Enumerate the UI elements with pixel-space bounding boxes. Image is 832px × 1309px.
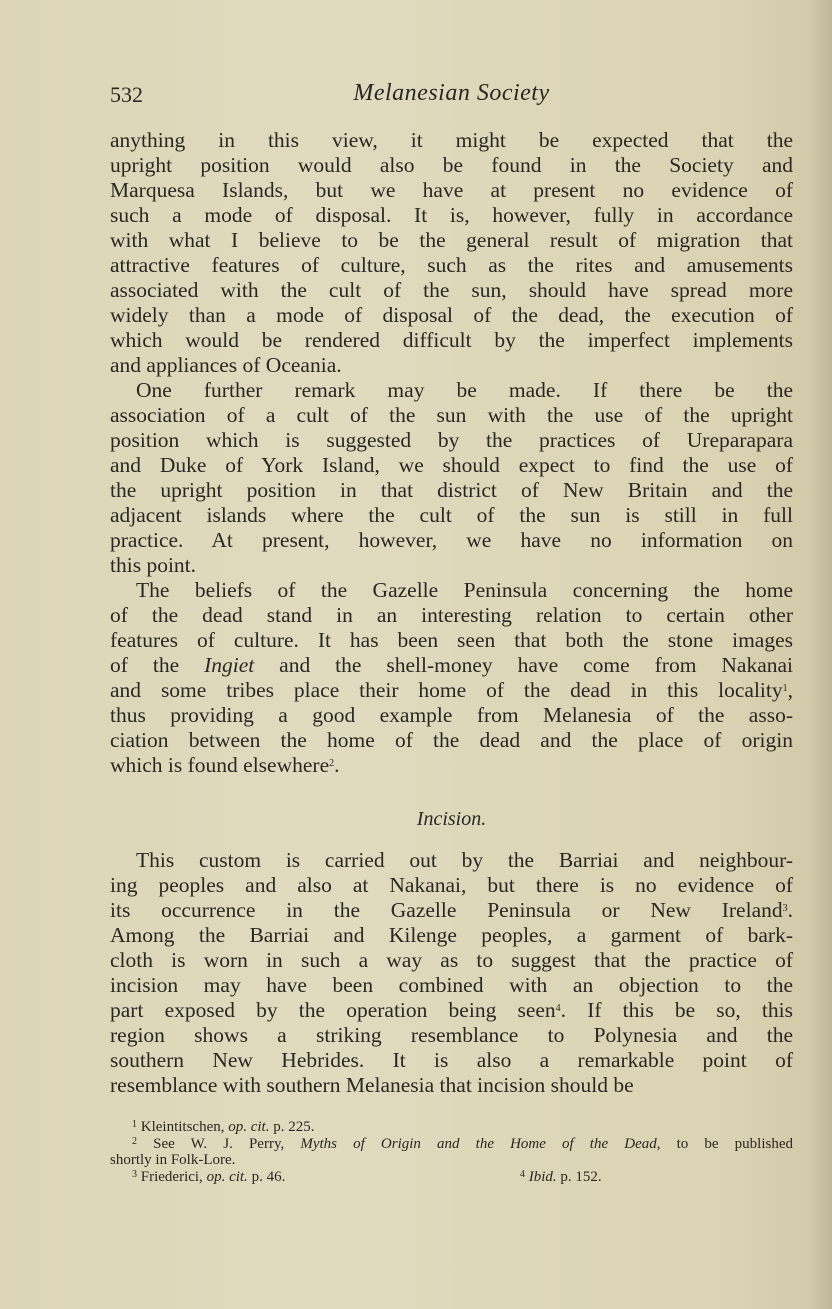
footnote-marker: 2	[132, 1135, 137, 1147]
text-run: upright position would also be found in the Society and	[110, 153, 793, 177]
text-run: shortly in Folk-Lore.	[110, 1152, 236, 1168]
text-run: ing peoples and also at Nakanai, but there is no evidence of	[110, 873, 793, 897]
text-line	[110, 678, 793, 703]
footnote-4	[520, 1169, 602, 1186]
text-line	[110, 948, 793, 973]
text-line	[110, 228, 793, 253]
page-edge-shadow	[810, 0, 832, 1309]
text-run: to be published	[660, 1135, 794, 1152]
footnote-marker: 3	[782, 903, 788, 914]
footnote-marker: 4	[520, 1168, 525, 1180]
text-line	[110, 353, 793, 378]
text-line	[110, 478, 793, 503]
text-run: practice. At present, however, we have no information on	[110, 528, 793, 552]
text-line	[110, 653, 793, 678]
text-run: thus providing a good example from Melanesia of the asso-	[110, 703, 793, 727]
text-run: attractive features of culture, such as the rites and amusements	[110, 253, 793, 277]
text-run: p. 225.	[269, 1119, 315, 1135]
text-run: features of culture. It has been seen that both the stone images	[110, 628, 793, 652]
text-run: such a mode of disposal. It is, however, fully in accordance	[110, 203, 793, 227]
footnote-marker: 3	[132, 1168, 137, 1180]
footnote-3	[132, 1169, 285, 1186]
running-title: Melanesian Society	[353, 80, 550, 106]
text-line	[110, 428, 793, 453]
text-line	[110, 378, 793, 403]
text-line	[110, 848, 793, 873]
text-run: and Duke of York Island, we should expect to find the use of	[110, 453, 793, 477]
text-run: anything in this view, it might be expected that the	[110, 128, 793, 152]
text-run: The beliefs of the Gazelle Peninsula concerning the home	[136, 578, 793, 602]
text-line	[110, 728, 793, 753]
text-run: and the shell-money have come from Nakanai	[254, 653, 794, 677]
text-line	[110, 923, 793, 948]
footnote-1	[110, 1119, 793, 1136]
text-line	[110, 1073, 793, 1098]
text-run: position which is suggested by the practices of Ureparapara	[110, 428, 793, 452]
text-run: widely than a mode of disposal of the dead, the execution of	[110, 303, 793, 327]
text-run: One further remark may be made. If there be the	[136, 378, 793, 402]
text-run: p. 152.	[556, 1168, 602, 1185]
text-run: of the	[110, 653, 205, 677]
text-line	[110, 553, 793, 578]
text-line	[110, 453, 793, 478]
text-run: southern New Hebrides. It is also a remarkable point of	[110, 1048, 793, 1072]
text-line	[110, 603, 793, 628]
section-body-text	[110, 848, 793, 1098]
text-run: association of a cult of the sun with the use of the upright	[110, 403, 793, 427]
text-run: .	[334, 753, 340, 777]
footnote-marker: 4	[555, 1003, 561, 1014]
footnote-row	[110, 1169, 793, 1186]
italic-text: Ingiet	[204, 653, 255, 677]
text-line	[110, 253, 793, 278]
page-header	[110, 82, 793, 110]
text-run: part exposed by the operation being seen	[110, 998, 556, 1022]
text-run: this point.	[110, 553, 197, 577]
text-run: and some tribes place their home of the dead in this locality	[110, 678, 783, 702]
body-text	[110, 128, 793, 778]
text-run: of the dead stand in an interesting relation to certain other	[110, 603, 793, 627]
text-run: which would be rendered difficult by the imperfect implements	[110, 328, 793, 352]
text-line	[110, 973, 793, 998]
italic-text: Myths of Origin and the Home of the Dead,	[300, 1135, 661, 1152]
text-line	[110, 703, 793, 728]
text-run: incision may have been combined with an objection to the	[110, 973, 793, 997]
text-run: ciation between the home of the dead and the place of origin	[110, 728, 793, 752]
text-line	[110, 403, 793, 428]
text-run: Among the Barriai and Kilenge peoples, a garment of bark-	[110, 923, 793, 947]
text-line	[110, 628, 793, 653]
text-line	[110, 503, 793, 528]
footnote-marker: 1	[782, 683, 788, 694]
text-run: the upright position in that district of New Britain and the	[110, 478, 793, 502]
text-run: with what I believe to be the general result of migration that	[110, 228, 793, 252]
text-run: which is found elsewhere	[110, 753, 330, 777]
text-run: p. 46.	[247, 1168, 286, 1185]
text-line	[110, 328, 793, 353]
text-line	[110, 898, 793, 923]
footnotes	[110, 1119, 793, 1185]
text-run: and appliances of Oceania.	[110, 353, 342, 377]
text-line	[110, 578, 793, 603]
text-line	[110, 528, 793, 553]
text-run: region shows a striking resemblance to Polynesia and the	[110, 1023, 793, 1047]
text-line	[110, 1023, 793, 1048]
footnote-2-continued	[110, 1152, 793, 1169]
text-run: .	[787, 898, 793, 922]
text-run: associated with the cult of the sun, should have spread more	[110, 278, 793, 302]
text-run: Friederici,	[137, 1168, 207, 1185]
text-line	[110, 303, 793, 328]
text-run: Kleintitschen,	[137, 1119, 229, 1135]
italic-text: op. cit.	[228, 1119, 270, 1135]
section-heading: Incision.	[416, 808, 487, 830]
text-run: cloth is worn in such a way as to suggest that the practice of	[110, 948, 793, 972]
italic-text: op. cit.	[206, 1168, 248, 1185]
text-line	[110, 178, 793, 203]
italic-text: Ibid.	[528, 1168, 557, 1185]
text-line	[110, 278, 793, 303]
text-run: resemblance with southern Melanesia that incision should be	[110, 1073, 634, 1097]
text-line	[110, 998, 793, 1023]
text-line	[110, 753, 793, 778]
text-line	[110, 873, 793, 898]
text-run: This custom is carried out by the Barriai and neighbour-	[136, 848, 793, 872]
text-run: . If this be so, this	[560, 998, 793, 1022]
text-run: See W. J. Perry,	[137, 1135, 301, 1152]
text-line	[110, 203, 793, 228]
text-run: its occurrence in the Gazelle Peninsula or New Ireland	[110, 898, 783, 922]
text-run: adjacent islands where the cult of the sun is still in full	[110, 503, 793, 527]
text-line	[110, 128, 793, 153]
text-run: Marquesa Islands, but we have at present no evidence of	[110, 178, 793, 202]
footnote-marker: 1	[132, 1119, 137, 1130]
text-run: ,	[787, 678, 793, 702]
footnote-2	[110, 1136, 793, 1153]
text-line	[110, 1048, 793, 1073]
text-line	[110, 153, 793, 178]
footnote-marker: 2	[329, 758, 335, 769]
page-number: 532	[110, 82, 143, 107]
